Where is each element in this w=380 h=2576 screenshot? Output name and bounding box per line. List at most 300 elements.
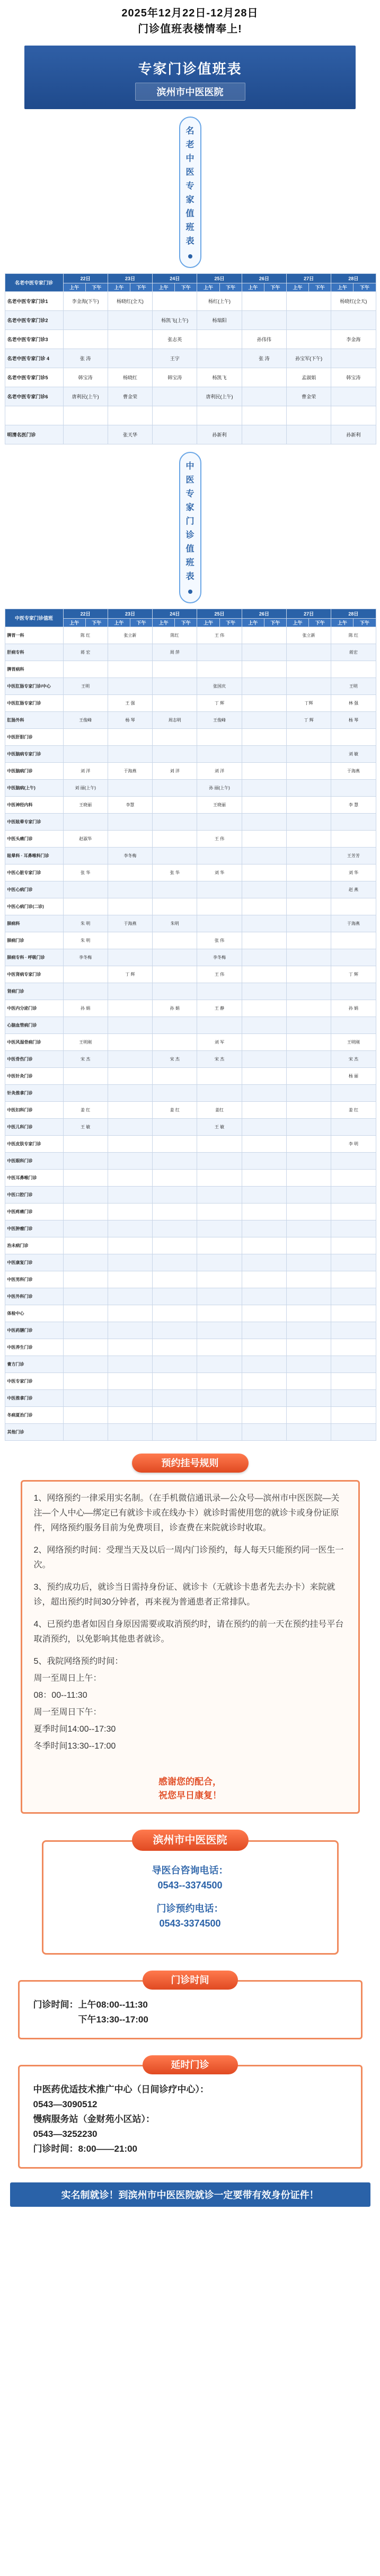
clinic-name: 中医内分泌门诊 [5, 1000, 63, 1017]
doctor-cell [153, 1187, 197, 1204]
doctor-cell [197, 1254, 242, 1271]
pill-dot-icon [188, 254, 192, 259]
doctor-cell [331, 932, 376, 949]
doctor-cell [153, 983, 197, 1000]
table-row [5, 1000, 376, 1017]
header-date-range: 2025年12月22日-12月28日 [121, 7, 259, 19]
pill2-char: 中 [185, 462, 195, 471]
doctor-cell [331, 831, 376, 848]
table-corner-header: 名老中医专家门诊 [5, 274, 63, 292]
clinic-name: 中医心病门诊(二诊) [5, 898, 63, 915]
doctor-cell [331, 349, 376, 368]
doctor-cell [286, 1051, 331, 1068]
doctor-cell [286, 915, 331, 932]
chronic-station-name: 慢病服务站（金财苑小区站）： [33, 2114, 155, 2124]
rules-box [21, 1480, 360, 1814]
doctor-cell: 杨红(上午) [197, 292, 242, 311]
doctor-cell [197, 1271, 242, 1288]
clinic-name: 肺病专科 · 呼吸门诊 [5, 949, 63, 966]
doctor-cell [108, 983, 152, 1000]
doctor-cell [63, 330, 108, 349]
header-subtitle: 门诊值班表楼情奉上! [138, 23, 242, 35]
doctor-cell [331, 311, 376, 330]
doctor-cell [108, 729, 152, 746]
doctor-cell [63, 814, 108, 831]
period-header: 上午 [286, 619, 308, 627]
doctor-cell [153, 780, 197, 797]
doctor-cell [331, 1187, 376, 1204]
doctor-cell [108, 814, 152, 831]
doctor-cell [286, 1322, 331, 1339]
doctor-cell: 李金海(下午) [63, 292, 108, 311]
doctor-cell [331, 1153, 376, 1170]
pill1-char: 医 [185, 168, 195, 177]
doctor-cell [197, 1068, 242, 1085]
doctor-cell: 王明刚 [331, 1034, 376, 1051]
doctor-cell [153, 1254, 197, 1271]
extended-center-phone[interactable]: 0543—3090512 [33, 2099, 98, 2109]
rules-title: 预约挂号规则 [132, 1454, 249, 1473]
table-row [5, 330, 376, 349]
doctor-cell [153, 1424, 197, 1441]
doctor-cell [286, 1288, 331, 1305]
clinic-name: 中医皮肤专家门诊 [5, 1136, 63, 1153]
doctor-cell [153, 1136, 197, 1153]
doctor-cell [242, 1051, 286, 1068]
extended-clinic-box [18, 2065, 363, 2169]
doctor-cell: 刘 洋 [63, 763, 108, 780]
table-row [5, 797, 376, 814]
doctor-cell [197, 1322, 242, 1339]
doctor-cell [331, 1356, 376, 1373]
doctor-cell [197, 881, 242, 898]
doctor-cell: 朱明 [153, 915, 197, 932]
doctor-cell: 李冬梅 [108, 848, 152, 864]
doctor-cell [286, 1373, 331, 1390]
doctor-cell [153, 661, 197, 678]
clinic-name: 中医肿瘤门诊 [5, 1220, 63, 1237]
doctor-cell [286, 814, 331, 831]
doctor-cell [242, 1322, 286, 1339]
doctor-cell: 姜红 [197, 1102, 242, 1119]
doctor-cell [63, 1237, 108, 1254]
doctor-cell [242, 746, 286, 763]
doctor-cell: 宋 杰 [331, 1051, 376, 1068]
doctor-cell [286, 746, 331, 763]
hospital-contact-card [42, 1840, 339, 1955]
doctor-cell: 孙伟伟 [242, 330, 286, 349]
rule-item-3: 3、预约成功后，就诊当日需持身份证、就诊卡（无就诊卡患者先去办卡）来院就诊，超出预约时间30分钟者，再来视为普通患者正常排队。 [33, 1583, 335, 1607]
doctor-cell [63, 695, 108, 712]
appointment-phone[interactable]: 0543-3374500 [159, 1918, 221, 1929]
doctor-cell [63, 1271, 108, 1288]
table-row [5, 387, 376, 406]
doctor-cell [331, 387, 376, 406]
doctor-cell: 李冬梅 [197, 949, 242, 966]
period-header: 下午 [175, 283, 197, 292]
doctor-cell [153, 966, 197, 983]
doctor-cell [331, 949, 376, 966]
doctor-cell [197, 1305, 242, 1322]
doctor-cell [242, 311, 286, 330]
doctor-cell [286, 1187, 331, 1204]
doctor-cell [108, 1390, 152, 1407]
doctor-cell [286, 1237, 331, 1254]
clinic-name: 中医男科门诊 [5, 1271, 63, 1288]
doctor-cell [108, 831, 152, 848]
pill2-char: 医 [185, 476, 195, 485]
clinic-name: 中医眩晕专家门诊 [5, 814, 63, 831]
doctor-cell [286, 1000, 331, 1017]
doctor-cell [153, 1305, 197, 1322]
doctor-cell: 刘 洋 [197, 763, 242, 780]
doctor-cell [286, 1356, 331, 1373]
doctor-cell [153, 1339, 197, 1356]
chronic-station-phone[interactable]: 0543—3252230 [33, 2129, 98, 2139]
doctor-cell: 王 强 [108, 695, 152, 712]
doctor-cell [108, 1424, 152, 1441]
doctor-cell [63, 1373, 108, 1390]
doctor-cell [331, 1390, 376, 1407]
pill1-char: 专 [185, 182, 195, 191]
doctor-cell [286, 1305, 331, 1322]
clinic-name: 中医疼痛门诊 [5, 1204, 63, 1220]
doctor-cell [108, 1373, 152, 1390]
doctor-cell [153, 406, 197, 425]
day-header: 28日 [331, 609, 376, 619]
clinic-name: 名老中医专家门诊6 [5, 387, 63, 406]
doctor-cell [63, 1204, 108, 1220]
doctor-cell: 李 明 [331, 1136, 376, 1153]
doctor-cell [286, 848, 331, 864]
clinic-time-morning: 门诊时间：上午08:00--11:30 [33, 2000, 148, 2010]
doctor-cell [197, 1424, 242, 1441]
doctor-cell [242, 1119, 286, 1136]
doctor-cell: 王 敏 [197, 1119, 242, 1136]
clinic-name: 名老中医专家门诊 4 [5, 349, 63, 368]
doctor-cell: 王芳芳 [331, 848, 376, 864]
doctor-cell [153, 387, 197, 406]
doctor-cell [286, 425, 331, 444]
doctor-cell [286, 661, 331, 678]
doctor-cell: 周志明 [153, 712, 197, 729]
doctor-cell: 杨晓红(全天) [108, 292, 152, 311]
table-row [5, 1153, 376, 1170]
doctor-cell: 丁 辉 [286, 712, 331, 729]
period-header: 下午 [354, 619, 376, 627]
pill1-char: 老 [185, 140, 195, 149]
doctor-cell [242, 1000, 286, 1017]
day-header: 27日 [286, 274, 331, 283]
doctor-cell: 孙 娟 [331, 1000, 376, 1017]
period-header: 下午 [175, 619, 197, 627]
period-header: 上午 [63, 283, 85, 292]
doctor-cell [286, 1407, 331, 1424]
clinic-name: 中医肛肠专家门诊/中心 [5, 678, 63, 695]
clinic-name: 体检中心 [5, 1305, 63, 1322]
doctor-cell [108, 678, 152, 695]
doctor-cell [153, 1017, 197, 1034]
table-row [5, 368, 376, 387]
doctor-cell [108, 881, 152, 898]
doctor-cell [63, 1407, 108, 1424]
doctor-cell: 杨晓红 [108, 368, 152, 387]
clinic-name: 中医肝胆门诊 [5, 729, 63, 746]
doctor-cell: 韩宝涛 [63, 368, 108, 387]
banner-title: 专家门诊值班表 [138, 61, 242, 77]
pill1-char: 中 [185, 154, 195, 163]
period-header: 下午 [264, 619, 286, 627]
doctor-cell: 孙 丽(上午) [197, 780, 242, 797]
doctor-cell: 刘 军 [197, 1034, 242, 1051]
day-header: 23日 [108, 274, 152, 283]
doctor-cell [108, 780, 152, 797]
doctor-cell: 韩宝涛 [331, 368, 376, 387]
doctor-cell: 陈红 [153, 627, 197, 644]
doctor-cell: 姜 红 [153, 1102, 197, 1119]
doctor-cell [286, 1068, 331, 1085]
doctor-cell: 宋 杰 [63, 1051, 108, 1068]
doctor-cell [242, 1288, 286, 1305]
doctor-cell [108, 1271, 152, 1288]
table-row [5, 1068, 376, 1085]
period-header: 上午 [153, 619, 175, 627]
doctor-cell: 张立新 [286, 627, 331, 644]
doctor-cell [242, 983, 286, 1000]
clinic-name [5, 406, 63, 425]
rule-time-block [34, 1654, 347, 1754]
clinic-name: 肺病科 [5, 915, 63, 932]
doctor-cell [153, 814, 197, 831]
doctor-cell [242, 387, 286, 406]
doctor-cell [286, 729, 331, 746]
doctor-cell [242, 1068, 286, 1085]
doctor-cell [108, 864, 152, 881]
doctor-cell: 朱 明 [63, 915, 108, 932]
doctor-cell [63, 1424, 108, 1441]
rule-item-4: 4、已预约患者如因自身原因需要或取消预约时，请在预约的前一天在预约挂号平台取消预约，以免影响其他患者就诊。 [33, 1620, 344, 1644]
doctor-cell [108, 1407, 152, 1424]
table-row [5, 1390, 376, 1407]
doctor-cell [242, 1153, 286, 1170]
doctor-cell [286, 1390, 331, 1407]
doctor-cell [286, 797, 331, 814]
doctor-cell [153, 292, 197, 311]
doctor-cell: 张志英 [153, 330, 197, 349]
table-row [5, 881, 376, 898]
table-row [5, 1424, 376, 1441]
doctor-cell [331, 1204, 376, 1220]
doctor-cell [153, 949, 197, 966]
clinic-name: 治未病门诊 [5, 1237, 63, 1254]
doctor-cell [242, 848, 286, 864]
doctor-cell [242, 1187, 286, 1204]
rule-item-1: 1、网络预约一律采用实名制。（在手机微信通讯录—公众号—滨州市中医医院—关注—个人中心—绑定已有就诊卡或在线办卡）就诊时需使用您的就诊卡或身份证原件，网络预约服务目前为免费项目，诊查费在来院就诊时收取。 [33, 1494, 340, 1532]
hospital-name-pill: 滨州市中医医院 [132, 1830, 249, 1851]
doctor-cell: 孙新利 [197, 425, 242, 444]
doctor-cell [331, 1288, 376, 1305]
table-row [5, 349, 376, 368]
doctor-cell [242, 1424, 286, 1441]
doctor-cell [108, 1000, 152, 1017]
doctor-cell [331, 983, 376, 1000]
doctor-cell [242, 831, 286, 848]
clinic-name: 中医康复门诊 [5, 1254, 63, 1271]
doctor-cell [108, 1051, 152, 1068]
doctor-cell [286, 763, 331, 780]
doctor-cell [197, 1356, 242, 1373]
doctor-cell [242, 949, 286, 966]
day-header: 26日 [242, 274, 286, 283]
doctor-cell [197, 1170, 242, 1187]
doctor-cell [242, 712, 286, 729]
table-row [5, 1170, 376, 1187]
doctor-cell: 王 伟 [197, 831, 242, 848]
clinic-name: 中医外科门诊 [5, 1288, 63, 1305]
period-header: 上午 [242, 283, 264, 292]
table-row [5, 1051, 376, 1068]
pill1-char: 名 [185, 127, 195, 136]
doctor-cell: 陈 红 [331, 627, 376, 644]
doctor-cell [242, 881, 286, 898]
doctor-cell [63, 661, 108, 678]
doctor-cell: 韩宝涛 [153, 368, 197, 387]
clinic-name: 中医药膳门诊 [5, 1322, 63, 1339]
banner-hospital-name: 滨州市中医医院 [135, 83, 245, 101]
doctor-cell [286, 644, 331, 661]
table-row [5, 1017, 376, 1034]
table-row [5, 1204, 376, 1220]
doctor-cell [242, 627, 286, 644]
clinic-name: 中医风湿骨病门诊 [5, 1034, 63, 1051]
doctor-cell [197, 1407, 242, 1424]
guide-desk-phone[interactable]: 0543--3374500 [157, 1880, 223, 1891]
clinic-name: 中医心脏专家门诊 [5, 864, 63, 881]
doctor-cell [197, 330, 242, 349]
doctor-cell [108, 1068, 152, 1085]
doctor-cell: 孙 娟 [63, 1000, 108, 1017]
period-header: 下午 [309, 619, 331, 627]
doctor-cell: 王晓丽 [197, 797, 242, 814]
doctor-cell [63, 311, 108, 330]
table-row [5, 1322, 376, 1339]
doctor-cell [197, 1085, 242, 1102]
clinic-name: 中医肛肠专家门诊 [5, 695, 63, 712]
doctor-cell [286, 330, 331, 349]
doctor-cell [331, 1237, 376, 1254]
period-header: 上午 [286, 283, 308, 292]
table-row [5, 949, 376, 966]
table-row [5, 627, 376, 644]
period-header: 下午 [85, 283, 108, 292]
doctor-cell: 孙新利 [331, 425, 376, 444]
doctor-cell [153, 848, 197, 864]
doctor-cell [108, 1305, 152, 1322]
doctor-cell [242, 368, 286, 387]
clinic-name: 中医骨伤门诊 [5, 1051, 63, 1068]
clinic-name: 眩晕科 · 耳鼻喉科门诊 [5, 848, 63, 864]
doctor-cell [286, 1339, 331, 1356]
doctor-cell [108, 406, 152, 425]
vertical-title-specialist [179, 452, 201, 603]
doctor-cell: 王明 [331, 678, 376, 695]
doctor-cell [63, 898, 108, 915]
rules-closing [34, 1775, 347, 1803]
table-row [5, 763, 376, 780]
doctor-cell [153, 1153, 197, 1170]
rule-time-line: 夏季时间14:00--17:30 [33, 1725, 116, 1734]
doctor-cell: 杨 琴 [331, 712, 376, 729]
doctor-cell [153, 797, 197, 814]
doctor-cell: 刘 敏 [331, 746, 376, 763]
doctor-cell [331, 1170, 376, 1187]
doctor-cell [242, 966, 286, 983]
doctor-cell [63, 425, 108, 444]
clinic-name: 肛肠外科 [5, 712, 63, 729]
doctor-cell: 张 涛 [63, 349, 108, 368]
doctor-cell [63, 1254, 108, 1271]
doctor-cell [242, 1237, 286, 1254]
day-header: 25日 [197, 609, 242, 619]
doctor-cell [197, 406, 242, 425]
clinic-name: 中医脑病(上午) [5, 780, 63, 797]
table-row [5, 1085, 376, 1102]
doctor-cell [108, 1254, 152, 1271]
doctor-cell [286, 1204, 331, 1220]
doctor-cell [286, 1220, 331, 1237]
period-header: 上午 [108, 619, 130, 627]
doctor-cell [242, 932, 286, 949]
doctor-cell [331, 1254, 376, 1271]
doctor-cell [197, 644, 242, 661]
clinic-name: 肝病专科 [5, 644, 63, 661]
doctor-cell [286, 1271, 331, 1288]
period-header: 下午 [130, 619, 152, 627]
doctor-cell: 孙 娟 [153, 1000, 197, 1017]
doctor-cell [242, 915, 286, 932]
doctor-cell [153, 881, 197, 898]
doctor-cell [153, 1322, 197, 1339]
doctor-cell: 陈 红 [63, 627, 108, 644]
doctor-cell [286, 1102, 331, 1119]
doctor-cell [331, 1119, 376, 1136]
doctor-cell [153, 1390, 197, 1407]
pill1-char: 班 [185, 223, 195, 232]
doctor-cell [197, 1220, 242, 1237]
doctor-cell: 孟淑娟 [286, 368, 331, 387]
doctor-cell [242, 1085, 286, 1102]
doctor-cell [197, 898, 242, 915]
doctor-cell [153, 678, 197, 695]
clinic-name: 明清名医门诊 [5, 425, 63, 444]
doctor-cell: 曹金荣 [108, 387, 152, 406]
doctor-cell [331, 1373, 376, 1390]
doctor-cell [153, 1204, 197, 1220]
doctor-cell [108, 1322, 152, 1339]
doctor-cell [242, 1271, 286, 1288]
doctor-cell [63, 1085, 108, 1102]
doctor-cell [286, 1034, 331, 1051]
doctor-cell [108, 898, 152, 915]
table-row [5, 1034, 376, 1051]
doctor-cell [242, 1170, 286, 1187]
doctor-cell [331, 661, 376, 678]
doctor-cell: 王 静 [197, 1000, 242, 1017]
doctor-cell [197, 661, 242, 678]
doctor-cell [153, 425, 197, 444]
doctor-cell: 唐利民(上午) [63, 387, 108, 406]
doctor-cell [108, 1339, 152, 1356]
